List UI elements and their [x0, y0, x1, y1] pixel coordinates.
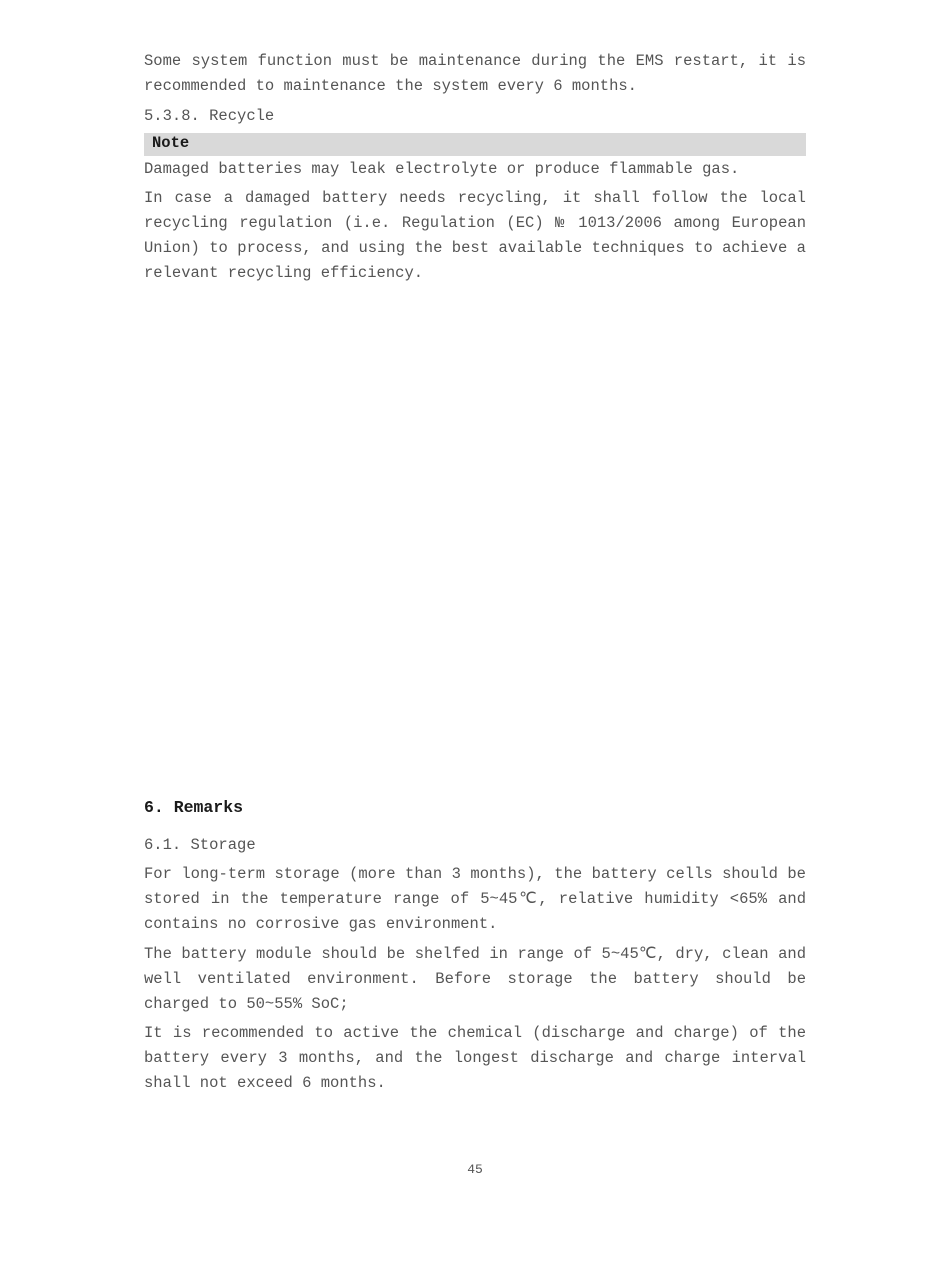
- note-bar: [144, 133, 806, 156]
- storage-heading: 6.1. Storage: [144, 836, 256, 854]
- storage-paragraph-1-wrap: [144, 862, 806, 937]
- storage-paragraph-1: For long-term storage (more than 3 months), the battery cells should be stored in the temperature range of 5~45℃, relative humidity <65% and contains no corrosive gas environment.: [144, 865, 806, 933]
- storage-paragraph-2: The battery module should be shelfed in range of 5~45℃, dry, clean and well ventilated environment. Before storage the battery should be charged to 50~55% SoC;: [144, 945, 806, 1013]
- storage-paragraph-3-wrap: [144, 1021, 806, 1096]
- note-text: Damaged batteries may leak electrolyte or produce flammable gas.: [144, 160, 740, 178]
- intro-paragraph: Some system function must be maintenance during the EMS restart, it is recommended to maintenance the system every 6 months.: [144, 52, 806, 95]
- storage-paragraph-2-wrap: [144, 942, 806, 1017]
- page-number: 45: [467, 1162, 483, 1177]
- remarks-heading: 6. Remarks: [144, 798, 244, 817]
- note-label: Note: [152, 134, 190, 152]
- recycle-paragraph-wrap: [144, 186, 806, 286]
- intro-section: [144, 49, 806, 99]
- recycle-heading-wrap: [144, 106, 806, 126]
- recycle-paragraph: In case a damaged battery needs recycling, it shall follow the local recycling regulation (i.e. Regulation (EC) № 1013/2006 among European Union) to process, and using the best available techniques to achieve a relevant recycling efficiency.: [144, 189, 806, 282]
- storage-paragraph-3: It is recommended to active the chemical (discharge and charge) of the battery every 3 months, and the longest discharge and charge interval shall not exceed 6 months.: [144, 1024, 806, 1092]
- recycle-heading: 5.3.8. Recycle: [144, 107, 275, 125]
- storage-heading-wrap: [144, 835, 806, 855]
- note-text-wrap: [144, 157, 806, 182]
